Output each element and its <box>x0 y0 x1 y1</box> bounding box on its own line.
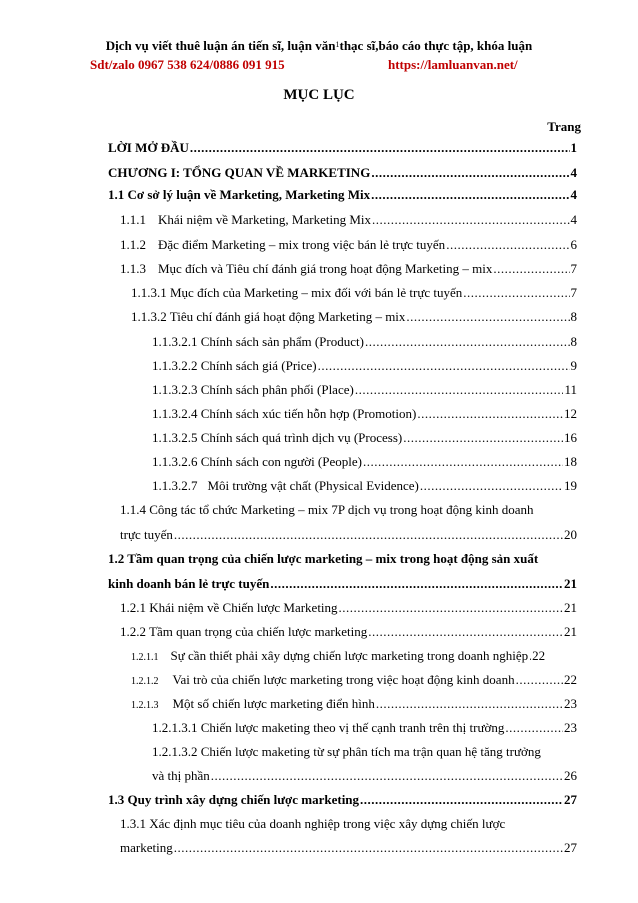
toc-entry-number: 1.2.1.3 <box>131 700 159 711</box>
toc-entry-page: 27 <box>564 792 577 807</box>
toc-entry-line[interactable]: 1.1.4 Công tác tổ chức Marketing – mix 7P dịch vụ trong hoạt động kinh doanh <box>120 502 534 517</box>
header-url-link[interactable]: https://lamluanvan.net/ <box>388 57 518 72</box>
toc-entry[interactable] <box>152 478 577 494</box>
toc-entry-page: 22 <box>532 648 546 663</box>
toc-entry[interactable] <box>152 358 577 374</box>
toc-leader-dots <box>360 792 563 808</box>
toc-leader-dots <box>417 406 563 422</box>
toc-entry-label: 1.1.3.2.2 Chính sách giá (Price) <box>152 358 317 373</box>
toc-entry[interactable] <box>131 309 577 325</box>
toc-entry-label: 1.2.1 Khái niệm về Chiến lược Marketing <box>120 600 338 615</box>
toc-leader-dots <box>365 334 570 350</box>
toc-leader-dots <box>371 187 569 203</box>
toc-entry-label: 1.1.3.2.6 Chính sách con người (People) <box>152 454 362 469</box>
toc-entry[interactable] <box>152 430 577 446</box>
toc-entry[interactable] <box>108 140 577 156</box>
page-column-label: Trang <box>547 119 581 134</box>
toc-leader-dots <box>463 285 569 301</box>
toc-entry[interactable] <box>108 792 577 808</box>
toc-entry-number: 1.1.2 <box>120 237 146 252</box>
toc-entry-page: 4 <box>570 165 577 180</box>
toc-entry[interactable] <box>120 261 577 277</box>
toc-entry[interactable] <box>131 285 577 301</box>
toc-entry[interactable] <box>152 334 577 350</box>
toc-leader-dots <box>493 261 569 277</box>
toc-entry[interactable] <box>131 672 577 690</box>
toc-leader-dots <box>371 165 569 181</box>
toc-leader-dots <box>211 768 563 784</box>
toc-leader-dots <box>372 212 569 228</box>
toc-leader-dots <box>446 237 569 253</box>
toc-entry[interactable] <box>108 576 577 592</box>
toc-entry-line[interactable]: 1.3.1 Xác định mục tiêu của doanh nghiệp trong việc xây dựng chiến lược <box>120 816 506 831</box>
toc-leader-dots <box>190 140 570 156</box>
toc-leader-dots <box>505 720 563 736</box>
toc-entry-line[interactable]: 1.2.1.3.2 Chiến lược maketing từ sự phân tích ma trận quan hệ tăng trưởng <box>152 744 541 759</box>
toc-entry-label: Mục đích và Tiêu chí đánh giá trong hoạt động Marketing – mix <box>158 261 493 276</box>
toc-entry-page: 4 <box>570 187 577 202</box>
toc-entry-number: 1.1.3 <box>120 261 146 276</box>
toc-entry-number: 1.1.1 <box>120 212 146 227</box>
toc-entry[interactable] <box>152 720 577 736</box>
header-text-a: Dịch vụ viết thuê luận án tiến sĩ, luận văn <box>105 38 336 53</box>
toc-entry-page: 6 <box>570 237 577 252</box>
header-text-b: thạc sĩ,báo cáo thực tập, khóa luận <box>339 38 533 53</box>
toc-entry-label: Một số chiến lược marketing điển hình <box>172 696 375 711</box>
toc-entry-label: 1.2.2 Tầm quan trọng của chiến lược marketing <box>120 624 368 639</box>
toc-entry-number: 1.2.1.1 <box>131 652 159 663</box>
toc-entry[interactable] <box>152 382 577 398</box>
toc-entry-label: 1.3 Quy trình xây dựng chiến lược marketing <box>108 792 360 807</box>
toc-entry-page: 21 <box>564 624 577 639</box>
toc-entry-page: 11 <box>564 382 577 397</box>
toc-entry-label: 1.1.3.2 Tiêu chí đánh giá hoạt động Marketing – mix <box>131 309 406 324</box>
toc-entry[interactable] <box>152 454 577 470</box>
toc-leader-dots <box>174 527 563 543</box>
toc-entry-page: 22 <box>564 672 577 687</box>
toc-entry[interactable] <box>120 527 577 543</box>
toc-entry[interactable] <box>108 165 577 181</box>
toc-leader-dots <box>270 576 563 592</box>
toc-entry[interactable] <box>120 600 577 616</box>
toc-entry-label: 1.1.3.2.1 Chính sách sản phẩm (Product) <box>152 334 364 349</box>
toc-entry-page: 19 <box>564 478 577 493</box>
toc-leader-dots <box>363 454 563 470</box>
toc-entry-label: và thị phần <box>152 768 210 783</box>
toc-entry[interactable] <box>152 406 577 422</box>
header-line-1 <box>0 38 638 54</box>
toc-leader-dots <box>355 382 564 398</box>
toc-entry-label: 1.1.3.1 Mục đích của Marketing – mix đối với bán lẻ trực tuyến <box>131 285 463 300</box>
toc-entry[interactable] <box>120 212 577 228</box>
toc-entry-page: 8 <box>570 309 577 324</box>
toc-entry-label: LỜI MỞ ĐẦU <box>108 140 189 155</box>
toc-entry-label: Môi trường vật chất (Physical Evidence) <box>207 478 419 493</box>
toc-entry-label: Sự cần thiết phải xây dựng chiến lược marketing trong doanh nghiệp <box>170 648 529 663</box>
toc-entry-label: 1.1.3.2.3 Chính sách phân phối (Place) <box>152 382 354 397</box>
toc-entry-label: Đặc điểm Marketing – mix trong việc bán lẻ trực tuyến <box>158 237 446 252</box>
toc-entry-label: 1.1.3.2.5 Chính sách quá trình dịch vụ (Process) <box>152 430 403 445</box>
toc-entry-label: CHƯƠNG I: TỔNG QUAN VỀ MARKETING <box>108 165 371 180</box>
toc-entry[interactable] <box>108 187 577 203</box>
toc-entry-page: 9 <box>570 358 577 373</box>
toc-leader-dots <box>516 672 563 688</box>
toc-entry-page: 8 <box>570 334 577 349</box>
toc-entry[interactable] <box>120 840 577 856</box>
toc-entry-label: kinh doanh bán lẻ trực tuyến <box>108 576 270 591</box>
toc-entry-page: 4 <box>570 212 577 227</box>
toc-leader-dots <box>406 309 569 325</box>
toc-entry[interactable] <box>120 237 577 253</box>
header-page-marker: 1 <box>335 40 340 49</box>
toc-entry-page: 12 <box>564 406 577 421</box>
toc-entry-page: 26 <box>564 768 577 783</box>
toc-entry-page: 7 <box>570 261 577 276</box>
toc-leader-dots <box>403 430 563 446</box>
toc-entry-number: 1.1.3.2.7 <box>152 478 198 493</box>
toc-entry-page: 20 <box>564 527 577 542</box>
toc-entry[interactable] <box>131 648 577 666</box>
toc-leader-dots <box>376 696 563 712</box>
toc-leader-dots <box>420 478 563 494</box>
toc-entry[interactable] <box>152 768 577 784</box>
toc-leader-dots <box>529 648 531 664</box>
toc-entry[interactable] <box>120 624 577 640</box>
toc-entry[interactable] <box>131 696 577 714</box>
toc-entry-line[interactable]: 1.2 Tầm quan trọng của chiến lược marketing – mix trong hoạt động sản xuất <box>108 551 539 566</box>
toc-entry-number: 1.2.1.2 <box>131 676 159 687</box>
toc-leader-dots <box>339 600 563 616</box>
toc-entry-label: marketing <box>120 840 173 855</box>
toc-entry-page: 16 <box>564 430 577 445</box>
toc-entry-page: 21 <box>564 600 577 615</box>
toc-entry-label: 1.2.1.3.1 Chiến lược maketing theo vị thế cạnh tranh trên thị trường <box>152 720 505 735</box>
toc-leader-dots <box>318 358 570 374</box>
toc-entry-page: 27 <box>564 840 577 855</box>
toc-entry-label: trực tuyến <box>120 527 173 542</box>
toc-entry-page: 7 <box>570 285 577 300</box>
toc-entry-page: 1 <box>570 140 577 155</box>
toc-entry-page: 23 <box>564 696 577 711</box>
toc-entry-page: 23 <box>564 720 577 735</box>
toc-entry-page: 18 <box>564 454 577 469</box>
toc-leader-dots <box>368 624 563 640</box>
toc-entry-label: 1.1.3.2.4 Chính sách xúc tiến hỗn hợp (Promotion) <box>152 406 417 421</box>
toc-entry-page: 21 <box>564 576 577 591</box>
toc-entry-label: Khái niệm về Marketing, Marketing Mix <box>158 212 372 227</box>
toc-entry-label: Vai trò của chiến lược marketing trong việc hoạt động kinh doanh <box>172 672 515 687</box>
toc-leader-dots <box>174 840 563 856</box>
page-title: MỤC LỤC <box>283 87 355 103</box>
toc-entry-label: 1.1 Cơ sở lý luận về Marketing, Marketing Mix <box>108 187 371 202</box>
header-contact: Sdt/zalo 0967 538 624/0886 091 915 <box>90 57 285 72</box>
